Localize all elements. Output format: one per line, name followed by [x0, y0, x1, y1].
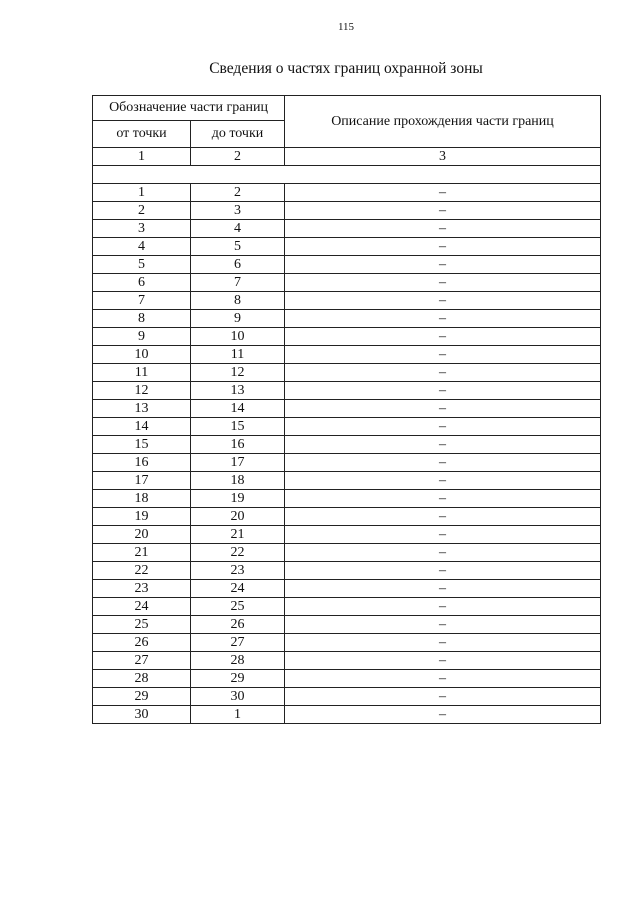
to-point-cell: 20 — [191, 508, 285, 526]
from-point-cell: 18 — [93, 490, 191, 508]
to-point-cell: 10 — [191, 328, 285, 346]
to-point-cell: 26 — [191, 616, 285, 634]
description-cell: – — [285, 436, 601, 454]
to-point-cell: 15 — [191, 418, 285, 436]
to-point-cell: 27 — [191, 634, 285, 652]
table-row — [93, 256, 601, 274]
description-cell: – — [285, 382, 601, 400]
table-row — [93, 418, 601, 436]
to-point-cell: 28 — [191, 652, 285, 670]
to-point-cell: 6 — [191, 256, 285, 274]
to-point-cell: 12 — [191, 364, 285, 382]
table-row — [93, 634, 601, 652]
table-row — [93, 238, 601, 256]
to-point-cell: 3 — [191, 202, 285, 220]
from-point-cell: 12 — [93, 382, 191, 400]
description-cell: – — [285, 238, 601, 256]
from-point-cell: 24 — [93, 598, 191, 616]
from-point-cell: 26 — [93, 634, 191, 652]
from-point-cell: 2 — [93, 202, 191, 220]
to-point-cell: 23 — [191, 562, 285, 580]
description-cell: – — [285, 634, 601, 652]
to-point-cell: 4 — [191, 220, 285, 238]
table-row — [93, 454, 601, 472]
from-point-cell: 23 — [93, 580, 191, 598]
table-row — [93, 346, 601, 364]
description-cell: – — [285, 310, 601, 328]
table-row — [93, 670, 601, 688]
from-point-cell: 21 — [93, 544, 191, 562]
page-number: 115 — [337, 21, 355, 33]
from-point-cell: 16 — [93, 454, 191, 472]
description-cell: – — [285, 454, 601, 472]
header-boundary-designation: Обозначение части границ — [93, 96, 285, 121]
table-row — [93, 688, 601, 706]
from-point-cell: 27 — [93, 652, 191, 670]
from-point-cell: 30 — [93, 706, 191, 724]
from-point-cell: 3 — [93, 220, 191, 238]
table-row — [93, 562, 601, 580]
from-point-cell: 7 — [93, 292, 191, 310]
section-separator-row — [93, 166, 601, 184]
description-cell: – — [285, 616, 601, 634]
to-point-cell: 18 — [191, 472, 285, 490]
description-cell: – — [285, 652, 601, 670]
table-row — [93, 616, 601, 634]
description-cell: – — [285, 580, 601, 598]
empty-section-cell — [93, 166, 601, 184]
to-point-cell: 30 — [191, 688, 285, 706]
description-cell: – — [285, 400, 601, 418]
to-point-cell: 17 — [191, 454, 285, 472]
to-point-cell: 11 — [191, 346, 285, 364]
table-row — [93, 328, 601, 346]
column-number: 3 — [285, 148, 601, 166]
table-row — [93, 400, 601, 418]
to-point-cell: 21 — [191, 526, 285, 544]
from-point-cell: 1 — [93, 184, 191, 202]
table-row — [93, 490, 601, 508]
description-cell: – — [285, 490, 601, 508]
from-point-cell: 5 — [93, 256, 191, 274]
from-point-cell: 9 — [93, 328, 191, 346]
from-point-cell: 19 — [93, 508, 191, 526]
description-cell: – — [285, 364, 601, 382]
header-to-point: до точки — [191, 121, 285, 148]
column-number: 1 — [93, 148, 191, 166]
description-cell: – — [285, 526, 601, 544]
from-point-cell: 15 — [93, 436, 191, 454]
description-cell: – — [285, 220, 601, 238]
table-row — [93, 652, 601, 670]
description-cell: – — [285, 346, 601, 364]
description-cell: – — [285, 274, 601, 292]
table-row — [93, 184, 601, 202]
description-cell: – — [285, 472, 601, 490]
from-point-cell: 20 — [93, 526, 191, 544]
to-point-cell: 14 — [191, 400, 285, 418]
table-row — [93, 364, 601, 382]
table-row — [93, 508, 601, 526]
description-cell: – — [285, 544, 601, 562]
from-point-cell: 13 — [93, 400, 191, 418]
to-point-cell: 7 — [191, 274, 285, 292]
from-point-cell: 22 — [93, 562, 191, 580]
document-title: Сведения о частях границ охранной зоны — [209, 60, 483, 77]
column-numbers-row — [93, 148, 601, 166]
table-row — [93, 544, 601, 562]
table-row — [93, 472, 601, 490]
from-point-cell: 8 — [93, 310, 191, 328]
description-cell: – — [285, 670, 601, 688]
boundary-parts-table — [92, 95, 601, 724]
from-point-cell: 6 — [93, 274, 191, 292]
to-point-cell: 19 — [191, 490, 285, 508]
to-point-cell: 2 — [191, 184, 285, 202]
table-row — [93, 292, 601, 310]
description-cell: – — [285, 598, 601, 616]
from-point-cell: 11 — [93, 364, 191, 382]
to-point-cell: 9 — [191, 310, 285, 328]
table-row — [93, 310, 601, 328]
description-cell: – — [285, 508, 601, 526]
table-row — [93, 202, 601, 220]
table-row — [93, 274, 601, 292]
to-point-cell: 25 — [191, 598, 285, 616]
from-point-cell: 10 — [93, 346, 191, 364]
description-cell: – — [285, 688, 601, 706]
from-point-cell: 28 — [93, 670, 191, 688]
table-row — [93, 580, 601, 598]
description-cell: – — [285, 256, 601, 274]
to-point-cell: 1 — [191, 706, 285, 724]
to-point-cell: 8 — [191, 292, 285, 310]
to-point-cell: 16 — [191, 436, 285, 454]
description-cell: – — [285, 292, 601, 310]
table-row — [93, 220, 601, 238]
from-point-cell: 25 — [93, 616, 191, 634]
to-point-cell: 29 — [191, 670, 285, 688]
to-point-cell: 22 — [191, 544, 285, 562]
table-row — [93, 436, 601, 454]
to-point-cell: 13 — [191, 382, 285, 400]
header-description: Описание прохождения части границ — [285, 96, 601, 148]
description-cell: – — [285, 562, 601, 580]
table-row — [93, 526, 601, 544]
from-point-cell: 14 — [93, 418, 191, 436]
to-point-cell: 24 — [191, 580, 285, 598]
description-cell: – — [285, 418, 601, 436]
from-point-cell: 17 — [93, 472, 191, 490]
description-cell: – — [285, 202, 601, 220]
to-point-cell: 5 — [191, 238, 285, 256]
from-point-cell: 4 — [93, 238, 191, 256]
from-point-cell: 29 — [93, 688, 191, 706]
header-from-point: от точки — [93, 121, 191, 148]
column-number: 2 — [191, 148, 285, 166]
table-row — [93, 706, 601, 724]
table-row — [93, 382, 601, 400]
table-row — [93, 598, 601, 616]
description-cell: – — [285, 184, 601, 202]
description-cell: – — [285, 706, 601, 724]
description-cell: – — [285, 328, 601, 346]
